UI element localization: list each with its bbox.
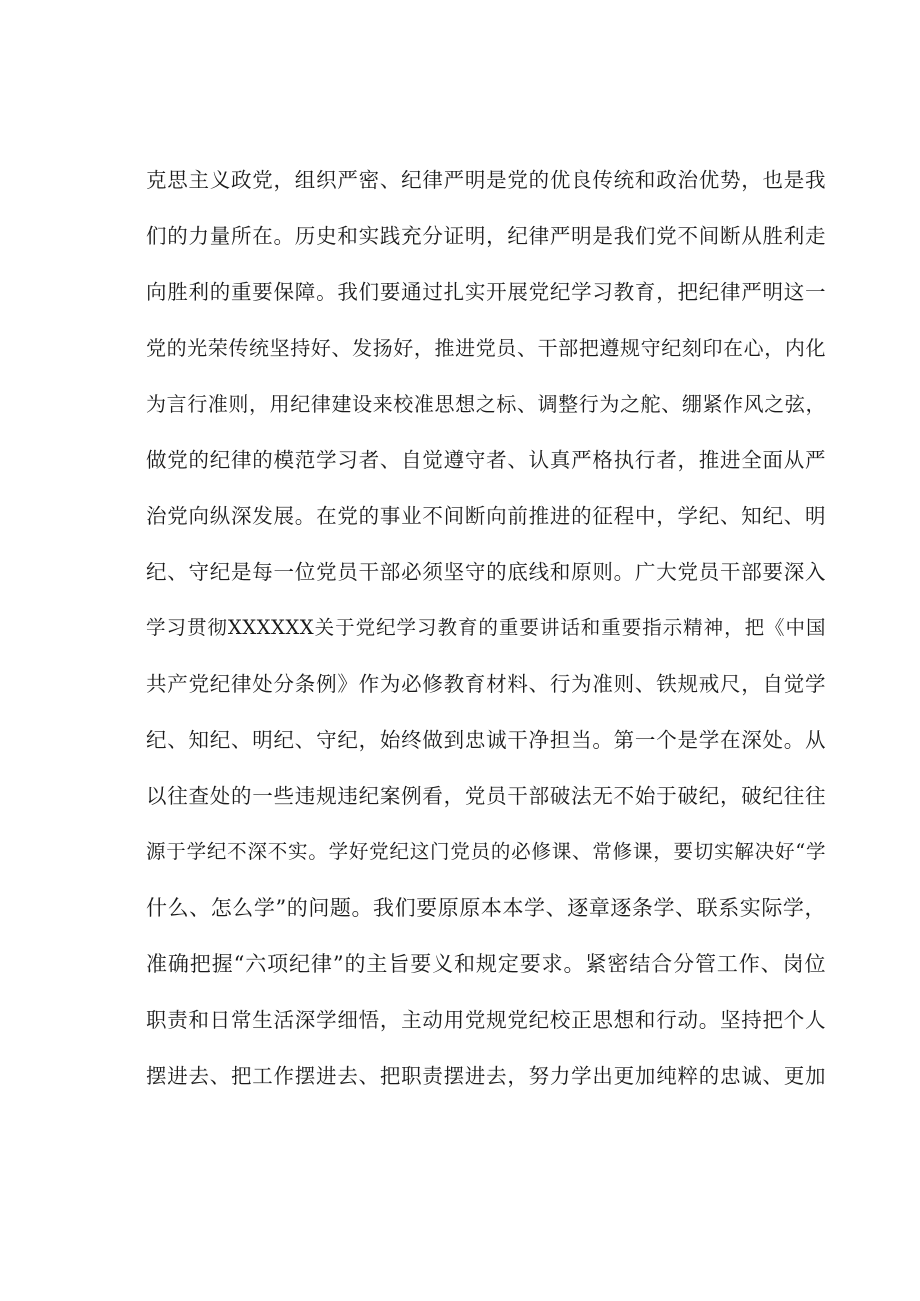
text-line-9: 学习贯彻XXXXXX关于党纪学习教育的重要讲话和重要指示精神，把《中国 [146, 616, 826, 639]
text-line-7: 治党向纵深发展。在党的事业不间断向前推进的征程中，学纪、知纪、明 [146, 504, 826, 528]
text-line-14: 什么、怎么学”的问题。我们要原原本本学、逐章逐条学、联系实际学， [146, 896, 826, 920]
text-line-6: 做党的纪律的模范学习者、自觉遵守者、认真严格执行者，推进全面从严 [146, 448, 826, 472]
text-line-4: 党的光荣传统坚持好、发扬好，推进党员、干部把遵规守纪刻印在心，内化 [146, 336, 826, 360]
text-line-16: 职责和日常生活深学细悟，主动用党规党纪校正思想和行动。坚持把个人 [146, 1008, 826, 1032]
text-line-13: 源于学纪不深不实。学好党纪这门党员的必修课、常修课，要切实解决好“学 [146, 840, 826, 863]
body-paragraph [146, 158, 826, 1110]
text-line-5: 为言行准则，用纪律建设来校准思想之标、调整行为之舵、绷紧作风之弦， [146, 392, 826, 416]
text-line-11: 纪、知纪、明纪、守纪，始终做到忠诚干净担当。第一个是学在深处。从 [146, 728, 826, 752]
text-line-12: 以往查处的一些违规违纪案例看，党员干部破法无不始于破纪，破纪往往 [146, 784, 826, 808]
text-line-8: 纪、守纪是每一位党员干部必须坚守的底线和原则。广大党员干部要深入 [146, 560, 826, 584]
text-line-3: 向胜利的重要保障。我们要通过扎实开展党纪学习教育，把纪律严明这一 [146, 280, 826, 304]
text-line-15: 准确把握“六项纪律”的主旨要义和规定要求。紧密结合分管工作、岗位 [146, 952, 826, 976]
text-line-10: 共产党纪律处分条例》作为必修教育材料、行为准则、铁规戒尺，自觉学 [146, 672, 826, 696]
text-line-1: 克思主义政党，组织严密、纪律严明是党的优良传统和政治优势，也是我 [146, 168, 826, 192]
text-line-2: 们的力量所在。历史和实践充分证明，纪律严明是我们党不间断从胜利走 [146, 224, 826, 248]
text-line-17: 摆进去、把工作摆进去、把职责摆进去，努力学出更加纯粹的忠诚、更加 [146, 1064, 826, 1088]
